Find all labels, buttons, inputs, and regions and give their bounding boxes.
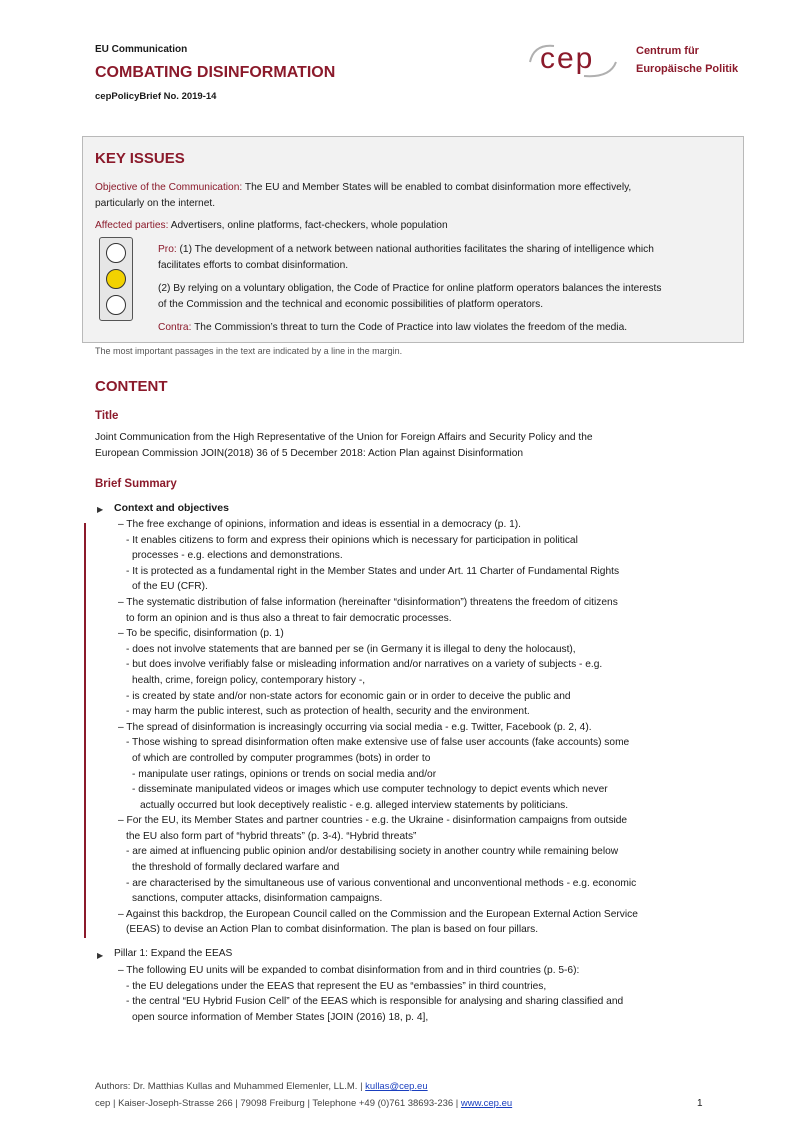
website-link[interactable]: www.cep.eu <box>460 1098 513 1109</box>
summary-line: of which are controlled by computer programmes (bots) in order to <box>132 752 431 764</box>
logo-text: cep <box>540 42 595 75</box>
summary-line: - It is protected as a fundamental right in the Member States and under Art. 11 Charter of Fundamental Rights <box>126 565 620 577</box>
pro1-line1: (1) The development of a network between national authorities facilitates the sharing of intelligence which <box>179 244 654 255</box>
objective-label: Objective of the Communication: <box>95 182 243 193</box>
document-title: COMBATING DISINFORMATION <box>95 64 336 81</box>
affected-label: Affected parties: <box>95 220 169 231</box>
summary-line: the threshold of formally declared warfare and <box>132 862 340 874</box>
title-line1: Joint Communication from the High Representative of the Union for Foreign Affairs and Security Policy and the <box>95 432 593 443</box>
summary-line: - does not involve statements that are banned per se (in Germany it is illegal to deny the holocaust), <box>126 643 576 655</box>
section-heading-context: Context and objectives <box>114 502 229 514</box>
summary-line: - disseminate manipulated videos or images which use computer technology to depict events which never <box>132 784 608 796</box>
summary-line: the EU also form part of “hybrid threats” (p. 3-4). “Hybrid threats” <box>126 830 417 842</box>
footer-authors: Authors: Dr. Matthias Kullas and Muhammed Elemenler, LL.M. | <box>95 1081 363 1092</box>
objective-text-line2: particularly on the internet. <box>95 197 216 209</box>
title-label: Title <box>95 410 119 422</box>
org-name-line1: Centrum für <box>636 45 699 57</box>
pro-paragraph-2 <box>158 281 743 312</box>
pillar1-line: - the EU delegations under the EEAS that represent the EU as “embassies” in third countries, <box>126 980 547 992</box>
summary-line: - It enables citizens to form and express their opinions which is necessary for participation in political <box>126 534 578 546</box>
pro1-line2: facilitates efforts to combat disinformation. <box>158 259 349 271</box>
section-heading-pillar1: Pillar 1: Expand the EEAS <box>114 948 233 959</box>
title-line2: European Commission JOIN(2018) 36 of 5 December 2018: Action Plan against Disinformation <box>95 447 524 459</box>
summary-line: - may harm the public interest, such as protection of health, security and the environment. <box>126 706 530 718</box>
key-issues-heading: KEY ISSUES <box>95 150 185 167</box>
title-text <box>95 430 740 461</box>
contra-text: The Commission’s threat to turn the Code of Practice into law violates the freedom of the media. <box>194 322 628 333</box>
triangle-bullet-icon: ▶ <box>97 505 104 514</box>
lamp-bottom-icon <box>106 295 126 315</box>
summary-line: – The systematic distribution of false information (hereinafter “disinformation”) threatens the freedom of citizens <box>118 596 618 608</box>
summary-line: – To be specific, disinformation (p. 1) <box>118 628 284 640</box>
objective-text-line1: The EU and Member States will be enabled to combat disinformation more effectively, <box>244 182 632 193</box>
summary-line: - are characterised by the simultaneous use of various conventional and unconventional methods - e.g. economic <box>126 877 637 889</box>
cep-logo <box>522 40 622 82</box>
pillar1-line: - the central “EU Hybrid Fusion Cell” of the EEAS which is responsible for analysing and sharing classified and <box>126 996 624 1008</box>
affected-paragraph <box>95 218 448 234</box>
series-label: EU Communication <box>95 44 188 55</box>
margin-note: The most important passages in the text are indicated by a line in the margin. <box>95 346 403 356</box>
summary-line: (EEAS) to devise an Action Plan to combat disinformation. The plan is based on four pillars. <box>126 924 539 936</box>
summary-line: - Those wishing to spread disinformation often make extensive use of false user accounts (fake accounts) some <box>126 737 630 749</box>
summary-line: processes - e.g. elections and demonstrations. <box>132 550 343 562</box>
summary-line: of the EU (CFR). <box>132 581 208 593</box>
objective-paragraph <box>95 180 740 211</box>
contra-paragraph <box>158 320 743 336</box>
org-name-line2: Europäische Politik <box>636 63 739 75</box>
pillar1-body <box>118 963 743 1025</box>
summary-line: – Against this backdrop, the European Council called on the Commission and the European External Action Service <box>118 908 638 920</box>
brief-number: cepPolicyBrief No. 2019-14 <box>95 91 217 102</box>
content-heading: CONTENT <box>95 378 168 395</box>
contra-label: Contra: <box>158 322 192 333</box>
pro-paragraph-1 <box>158 242 743 273</box>
summary-line: - is created by state and/or non-state actors for economic gain or in order to deceive the public and <box>126 690 571 702</box>
summary-line: – The spread of disinformation is increasingly occurring via social media - e.g. Twitter, Facebook (p. 2, 4). <box>118 721 592 733</box>
lamp-top-icon <box>106 243 126 263</box>
summary-line: - are aimed at influencing public opinion and/or destabilising society in another country while remaining below <box>126 846 619 858</box>
author-email-link[interactable]: kullas@cep.eu <box>365 1081 428 1092</box>
pro-label: Pro: <box>158 244 177 255</box>
summary-line: health, crime, foreign policy, contemporary history -, <box>132 674 366 686</box>
summary-line: sanctions, computer attacks, disinformation campaigns. <box>132 893 383 905</box>
footer-address-line <box>95 1098 512 1109</box>
traffic-light-icon <box>99 237 133 321</box>
triangle-bullet-icon: ▶ <box>97 951 104 960</box>
summary-label: Brief Summary <box>95 478 177 490</box>
summary-body <box>118 517 743 938</box>
affected-text: Advertisers, online platforms, fact-checkers, whole population <box>170 220 448 231</box>
summary-line: to form an opinion and is thus also a threat to fair democratic processes. <box>126 612 452 624</box>
summary-line: - manipulate user ratings, opinions or trends on social media and/or <box>132 768 437 780</box>
margin-line <box>84 523 86 938</box>
lamp-yellow-icon <box>106 269 126 289</box>
pillar1-line: – The following EU units will be expanded to combat disinformation from and in third countries (p. 5-6): <box>118 965 580 976</box>
pillar1-line: open source information of Member States [JOIN (2016) 18, p. 4], <box>132 1011 429 1023</box>
page-number: 1 <box>697 1098 703 1109</box>
footer-authors-line <box>95 1081 428 1092</box>
pro2-line2: of the Commission and the technical and economic possibilities of platform operators. <box>158 298 544 310</box>
footer-address: cep | Kaiser-Joseph-Strasse 266 | 79098 Freiburg | Telephone +49 (0)761 38693-236 | <box>95 1098 459 1109</box>
summary-line: actually occurred but look deceptively realistic - e.g. alleged interview statements by politicians. <box>140 799 569 811</box>
summary-line: – For the EU, its Member States and partner countries - e.g. the Ukraine - disinformation campaigns from outside <box>118 815 628 827</box>
summary-line: – The free exchange of opinions, information and ideas is essential in a democracy (p. 1). <box>118 519 522 530</box>
pro2-line1: (2) By relying on a voluntary obligation, the Code of Practice for online platform operators balances the interests <box>158 283 662 294</box>
summary-line: - but does involve verifiably false or misleading information and/or narratives on a variety of subjects - e.g. <box>126 659 603 671</box>
